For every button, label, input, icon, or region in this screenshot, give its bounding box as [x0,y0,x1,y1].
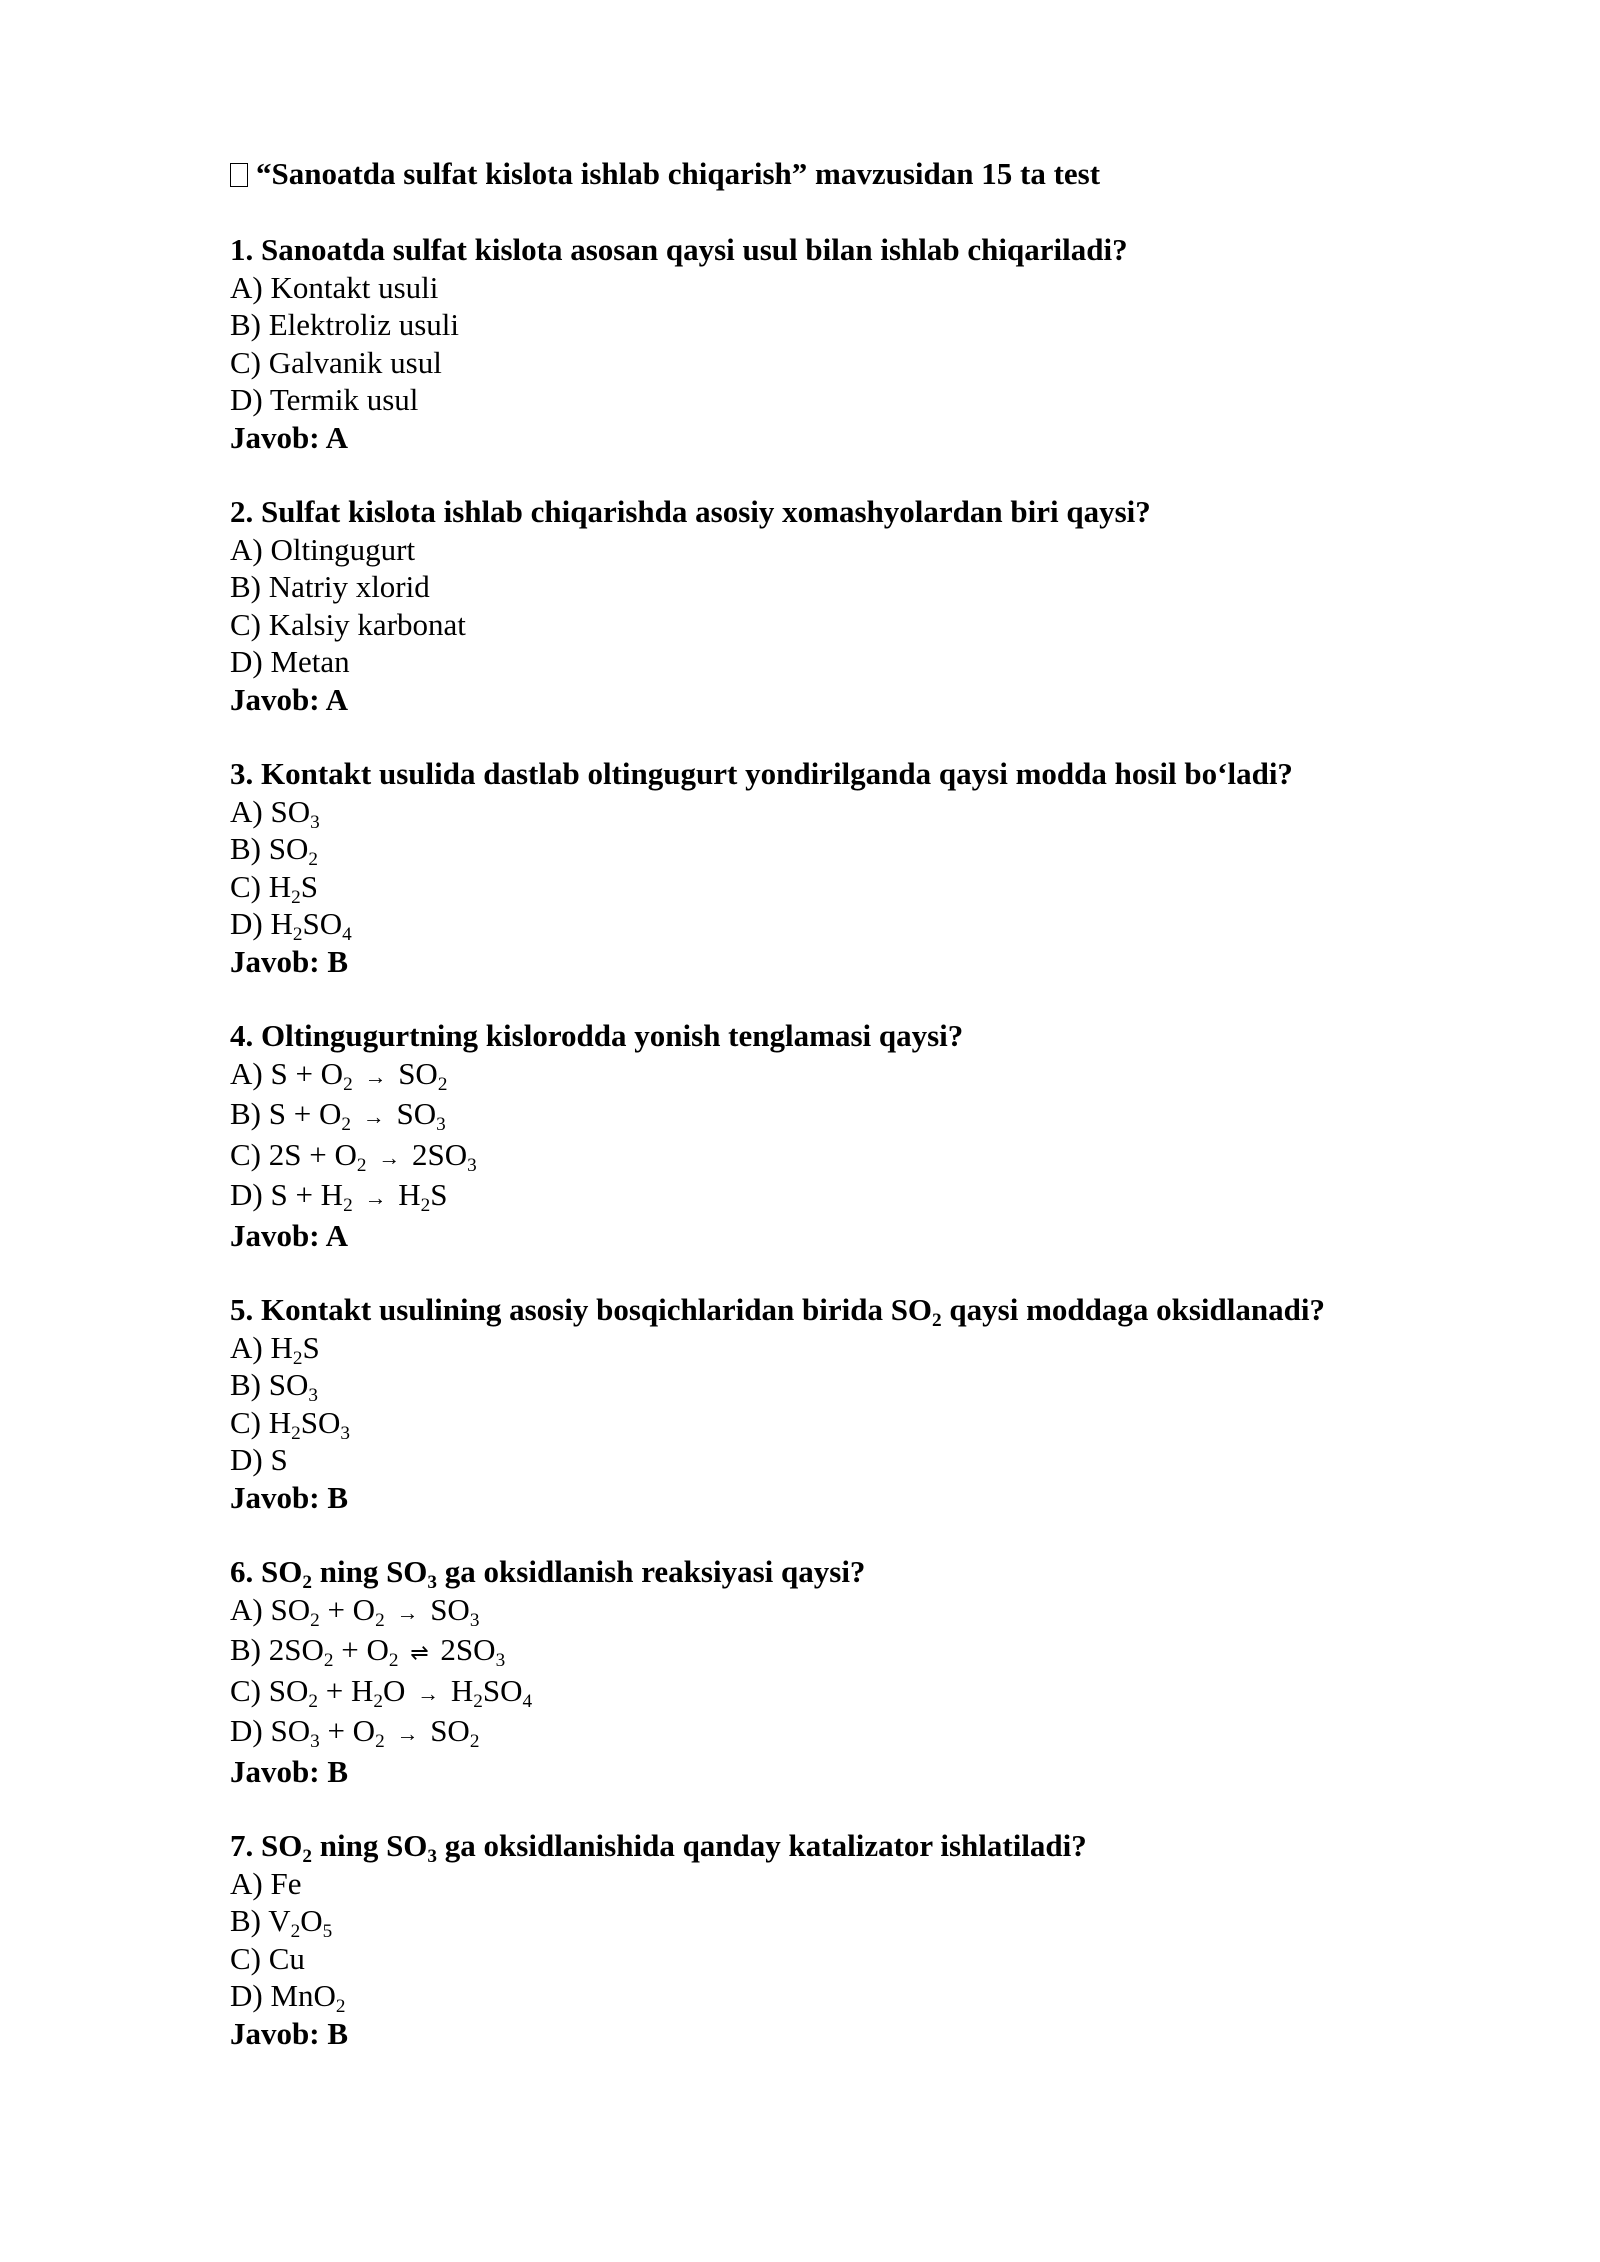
answer-option: A) $SO_3$ [230,793,320,833]
document-page [230,155,1430,2089]
answer-key: Javob: B [230,943,348,979]
question-block [230,1553,1430,1790]
answer-option: C) Galvanik usul [230,344,442,380]
answer-option: A) $S + O_2 \to SO_2$ [230,1055,448,1095]
answer-option: A) $H_2S$ [230,1329,320,1369]
answer-option: D) S [230,1442,288,1477]
question-text: 1. Sanoatda sulfat kislota asosan qaysi usul bilan ishlab chiqariladi? [230,232,1128,267]
answer-option: A) Kontakt usuli [230,269,439,305]
answer-option: C) $2S + O_2 \to 2SO_3$ [230,1136,477,1176]
answer-option: D) $H_2SO_4$ [230,906,352,945]
answer-option: D) $SO_3 + O_2 \to SO_2$ [230,1713,480,1752]
question-text: 5. Kontakt usulining asosiy bosqichlaridan birida $SO_2$ qaysi moddaga oksidlanadi? [230,1292,1325,1331]
answer-option: B) $SO_2$ [230,831,318,870]
answer-option: B) $V_2O_5$ [230,1903,333,1942]
answer-option: D) Termik usul [230,382,419,417]
answer-option: B) $S + O_2 \to SO_3$ [230,1096,446,1135]
answer-option: C) $H_2S$ [230,868,318,908]
question-text: 6. $SO_2$ ning $SO_3$ ga oksidlanish reaksiyasi qaysi? [230,1554,866,1593]
answer-option: D) $S + H_2 \to H_2S$ [230,1177,448,1216]
answer-option: B) $SO_3$ [230,1367,318,1406]
document-title [230,155,1430,193]
answer-option: C) $H_2SO_3$ [230,1404,350,1444]
question-block [230,1827,1430,2052]
answer-option: A) Fe [230,1865,302,1901]
answer-key: Javob: A [230,1217,348,1253]
question-list [230,231,1430,2052]
answer-key: Javob: A [230,681,348,717]
answer-option: C) $SO_2 + H_2O \to H_2SO_4$ [230,1672,533,1712]
question-text: 7. $SO_2$ ning $SO_3$ ga oksidlanishida qanday katalizator ishlatiladi? [230,1828,1087,1867]
question-text: 2. Sulfat kislota ishlab chiqarishda asosiy xomashyolardan biri qaysi? [230,494,1151,529]
checkbox-icon [230,163,248,187]
answer-option: B) Elektroliz usuli [230,307,460,342]
answer-key: Javob: B [230,1753,348,1789]
question-block [230,755,1430,980]
answer-option: B) $2SO_2 + O_2$ ⇌ $2SO_3$ [230,1632,506,1671]
answer-option: A) Oltingugurt [230,531,416,567]
question-block [230,1291,1430,1516]
answer-key: Javob: A [230,419,348,455]
question-block [230,1017,1430,1254]
answer-option: C) Kalsiy karbonat [230,606,466,642]
answer-option: B) Natriy xlorid [230,569,430,604]
answer-option: C) Cu [230,1940,305,1976]
answer-option: A) $SO_2 + O_2 \to SO_3$ [230,1591,480,1631]
question-block [230,231,1430,456]
title-text: “Sanoatda sulfat kislota ishlab chiqarish” mavzusidan 15 ta test [256,156,1101,191]
answer-key: Javob: B [230,2015,348,2051]
answer-option: D) MnO$_2$ [230,1978,346,2017]
question-block [230,493,1430,718]
answer-option: D) Metan [230,644,350,679]
answer-key: Javob: B [230,1479,348,1515]
question-text: 4. Oltingugurtning kislorodda yonish tenglamasi qaysi? [230,1018,964,1053]
question-text: 3. Kontakt usulida dastlab oltingugurt yondirilganda qaysi modda hosil bo‘ladi? [230,756,1293,791]
